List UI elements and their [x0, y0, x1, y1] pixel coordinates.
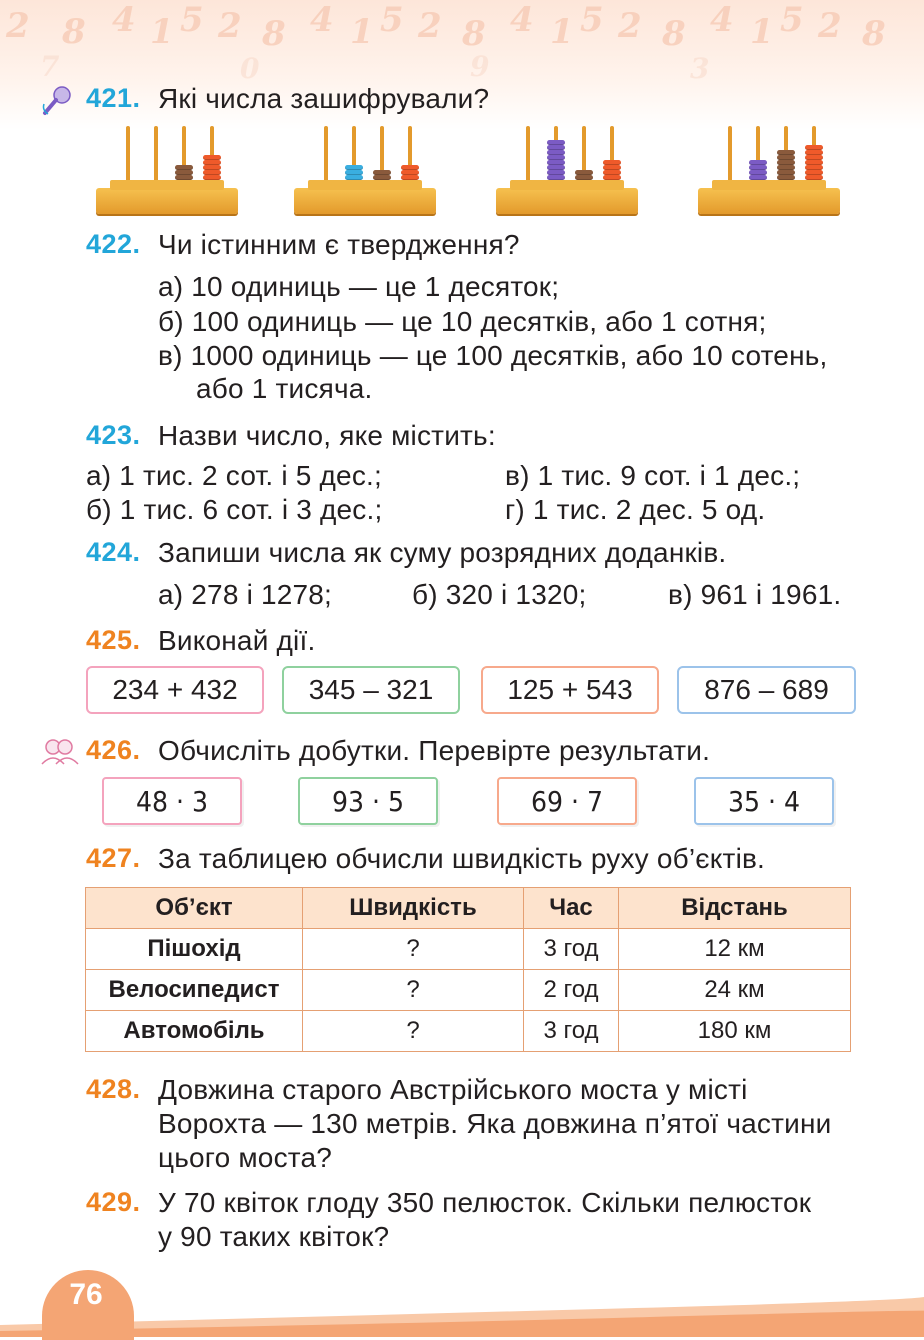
task-427-number: 427. — [86, 843, 141, 873]
abacus-rod — [324, 126, 328, 188]
abacus-base — [294, 188, 436, 214]
microphone-icon — [40, 84, 74, 123]
table-cell: Автомобіль — [86, 1011, 303, 1052]
abacus-bead — [547, 140, 565, 145]
abacus-rod — [728, 126, 732, 188]
task-422-line-c-cont: або 1 тисяча. — [196, 373, 373, 404]
task-422-line-c: в) 1000 одиниць — це 100 десятків, або 10 сотень, — [158, 340, 828, 371]
abacus-bead — [373, 170, 391, 175]
abacus-bead — [575, 170, 593, 175]
table-cell: 3 год — [524, 1011, 619, 1052]
abacus-bead — [203, 165, 221, 170]
abacus-rod — [526, 126, 530, 188]
abacus-bead — [345, 170, 363, 175]
table-cell: 24 км — [619, 970, 851, 1011]
decor-digit: 1 — [750, 12, 774, 52]
decor-digit: 5 — [780, 0, 804, 40]
abacus-base-top — [510, 180, 624, 190]
task-424-item-a: а) 278 і 1278; — [158, 579, 333, 610]
abacus-bead — [805, 145, 823, 150]
task-424-item-b: б) 320 і 1320; — [412, 579, 587, 610]
decor-digit: 5 — [180, 0, 204, 40]
decor-digit: 8 — [462, 14, 486, 54]
decor-digit: 4 — [510, 0, 534, 40]
decor-digit: 2 — [218, 6, 242, 46]
abacus-bead — [805, 165, 823, 170]
abacus-rod — [154, 126, 158, 188]
task-422-text: Чи істинним є твердження? — [158, 229, 520, 260]
abacus-bead — [203, 155, 221, 160]
decor-digit: 4 — [112, 0, 136, 40]
product-box: 93 · 5 — [298, 777, 438, 825]
abacus-base-top — [110, 180, 224, 190]
decor-digit: 1 — [350, 12, 374, 52]
task-423-item-g: г) 1 тис. 2 дес. 5 од. — [505, 494, 766, 525]
abacus-bead — [777, 150, 795, 155]
table-cell: ? — [303, 1011, 524, 1052]
pair-work-icon — [40, 736, 80, 771]
table-cell: 2 год — [524, 970, 619, 1011]
task-421-text: Які числа зашифрували? — [158, 83, 490, 114]
table-cell: ? — [303, 970, 524, 1011]
abacus-bead — [805, 160, 823, 165]
task-429-line: У 70 квіток глоду 350 пелюсток. Скільки пелюсток — [158, 1187, 812, 1218]
task-424-text: Запиши числа як суму розрядних доданків. — [158, 537, 727, 568]
abacus-bead — [203, 170, 221, 175]
task-422-number: 422. — [86, 229, 141, 259]
table-header: Відстань — [619, 888, 851, 929]
decor-digit: 2 — [6, 6, 30, 46]
task-426-number: 426. — [86, 735, 141, 765]
table-cell: 12 км — [619, 929, 851, 970]
abacus — [294, 122, 436, 214]
abacus-bead — [749, 165, 767, 170]
abacus-bead — [401, 165, 419, 170]
footer-decoration — [0, 1287, 924, 1337]
abacus-base — [96, 188, 238, 214]
decor-digit: 4 — [310, 0, 334, 40]
task-423-text: Назви число, яке містить: — [158, 420, 496, 451]
table-cell: ? — [303, 929, 524, 970]
abacus — [496, 122, 638, 214]
task-425-number: 425. — [86, 625, 141, 655]
abacus-bead — [175, 170, 193, 175]
abacus-bead — [603, 165, 621, 170]
task-428-line: Ворохта — 130 метрів. Яка довжина п’ятої частини — [158, 1108, 832, 1139]
abacus-base-top — [712, 180, 826, 190]
table-header: Час — [524, 888, 619, 929]
abacus-bead — [777, 165, 795, 170]
abacus-bead — [805, 155, 823, 160]
task-428-line: цього моста? — [158, 1142, 333, 1173]
task-424-number: 424. — [86, 537, 141, 567]
abacus-bead — [175, 165, 193, 170]
task-422-line-b: б) 100 одиниць — це 10 десятків, або 1 сотня; — [158, 306, 767, 337]
decor-digit: 1 — [550, 12, 574, 52]
abacus-bead — [603, 160, 621, 165]
abacus-bead — [805, 170, 823, 175]
decor-digit: 8 — [62, 12, 86, 52]
decor-digit: 2 — [618, 6, 642, 46]
abacus-bead — [345, 165, 363, 170]
abacus-bead — [777, 160, 795, 165]
table-cell: Пішохід — [86, 929, 303, 970]
decor-digit: 3 — [690, 52, 710, 85]
table-cell: 3 год — [524, 929, 619, 970]
abacus-bead — [777, 170, 795, 175]
abacus-base — [496, 188, 638, 214]
table-header: Швидкість — [303, 888, 524, 929]
abacus-bead — [603, 170, 621, 175]
abacus-base-top — [308, 180, 422, 190]
task-425-text: Виконай дії. — [158, 625, 316, 656]
task-423-item-b: б) 1 тис. 6 сот. і 3 дес.; — [86, 494, 383, 525]
task-429-number: 429. — [86, 1187, 141, 1217]
table-header: Об’єкт — [86, 888, 303, 929]
abacus-bead — [777, 155, 795, 160]
expression-box: 876 – 689 — [677, 666, 856, 714]
decor-digit: 4 — [710, 0, 734, 40]
abacus-bead — [401, 170, 419, 175]
abacus-bead — [805, 150, 823, 155]
product-box: 48 · 3 — [102, 777, 242, 825]
decor-digit: 8 — [862, 14, 886, 54]
task-422-line-a: а) 10 одиниць — це 1 десяток; — [158, 271, 560, 302]
task-423-number: 423. — [86, 420, 141, 450]
abacus-bead — [547, 160, 565, 165]
table-cell: Велосипедист — [86, 970, 303, 1011]
task-426-text: Обчисліть добутки. Перевірте результати. — [158, 735, 711, 766]
expression-box: 345 – 321 — [282, 666, 460, 714]
product-box: 69 · 7 — [497, 777, 637, 825]
task-428-number: 428. — [86, 1074, 141, 1104]
table-row — [86, 1011, 851, 1052]
abacus-bead — [547, 145, 565, 150]
decor-digit: 0 — [240, 52, 260, 85]
decor-digit: 8 — [662, 14, 686, 54]
task-423-item-v: в) 1 тис. 9 сот. і 1 дес.; — [505, 460, 801, 491]
task-423-item-a: а) 1 тис. 2 сот. і 5 дес.; — [86, 460, 382, 491]
table-header-row — [86, 888, 851, 929]
abacus-bead — [547, 155, 565, 160]
table-row — [86, 970, 851, 1011]
decor-digit: 5 — [380, 0, 404, 40]
abacus-base — [698, 188, 840, 214]
task-429-line: у 90 таких квіток? — [158, 1221, 390, 1252]
abacus-bead — [547, 165, 565, 170]
decor-digit: 5 — [580, 0, 604, 40]
table-row — [86, 929, 851, 970]
abacus — [698, 122, 840, 214]
abacus-bead — [749, 160, 767, 165]
expression-box: 234 + 432 — [86, 666, 264, 714]
abacus-bead — [547, 150, 565, 155]
product-box: 35 · 4 — [694, 777, 834, 825]
decor-digit: 7 — [40, 50, 60, 83]
decor-digit: 2 — [418, 6, 442, 46]
table-cell: 180 км — [619, 1011, 851, 1052]
decor-digit: 9 — [470, 50, 490, 83]
page-number: 76 — [69, 1278, 103, 1311]
abacus-bead — [547, 170, 565, 175]
decor-digit: 1 — [150, 12, 174, 52]
abacus — [96, 122, 238, 214]
task-428-line: Довжина старого Австрійського моста у місті — [158, 1074, 748, 1105]
task-421-number: 421. — [86, 83, 141, 113]
abacus-bead — [749, 170, 767, 175]
task-424-item-v: в) 961 і 1961. — [668, 579, 842, 610]
decor-digit: 8 — [262, 14, 286, 54]
speed-table — [85, 887, 851, 1052]
abacus-rod — [126, 126, 130, 188]
decor-digit: 2 — [818, 6, 842, 46]
expression-box: 125 + 543 — [481, 666, 659, 714]
abacus-bead — [203, 160, 221, 165]
task-427-text: За таблицею обчисли швидкість руху об’єктів. — [158, 843, 766, 874]
